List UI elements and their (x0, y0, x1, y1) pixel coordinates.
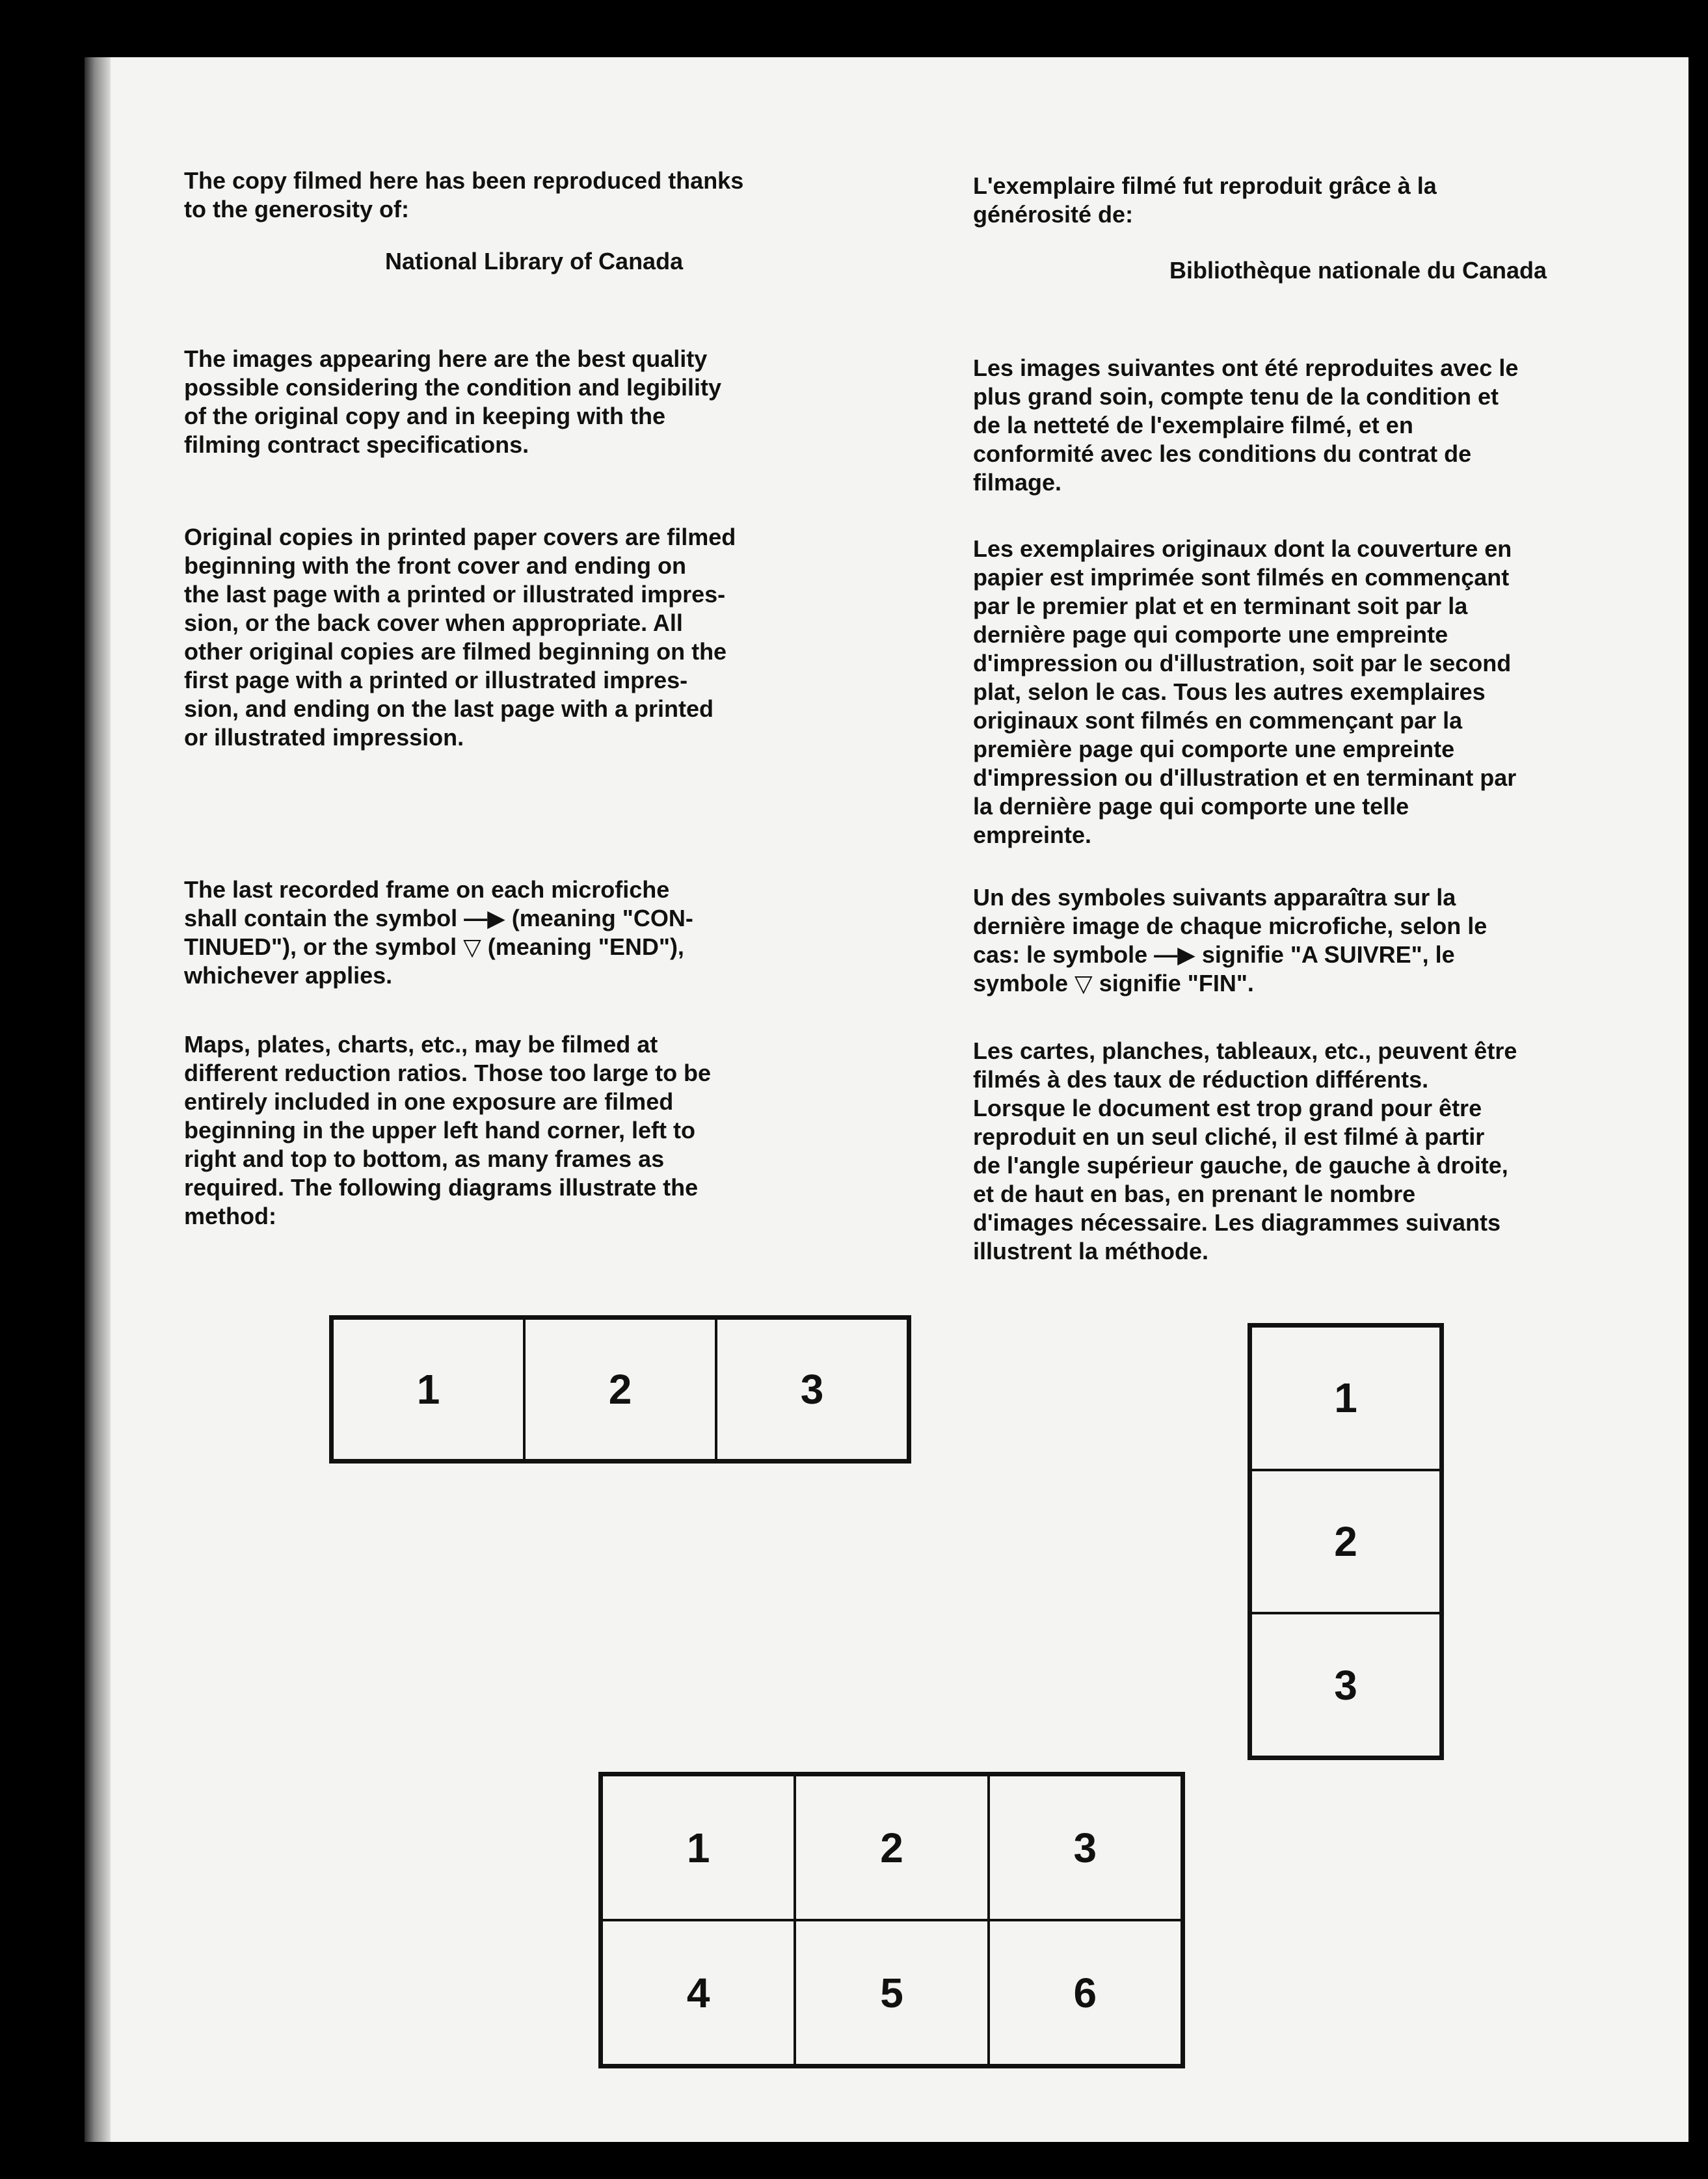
french-library-name: Bibliothèque nationale du Canada (1169, 257, 1547, 284)
document-page (85, 57, 1688, 2142)
french-symbols-note: Un des symboles suivants apparaîtra sur la dernière image de chaque microfiche, selon le cas: le symbole —▶ signifie "A SUIVRE", le symbole ▽ signifie "FIN". (973, 884, 1488, 996)
english-maps-note: Maps, plates, charts, etc., may be filmed at different reduction ratios. Those too large to be entirely included in one exposure are filmed beginning in the upper left hand corner, left to right and top to bottom, as many frames as required. The following diagrams illustrate the method: (184, 1031, 712, 1229)
english-intro: The copy filmed here has been reproduced thanks to the generosity of: (184, 167, 744, 222)
diagram-cell: 3 (989, 1775, 1182, 1920)
english-quality-note: The images appearing here are the best quality possible considering the condition and legibility of the original copy and in keeping with the filming contract specifications. (184, 345, 722, 458)
diagram-vertical (1248, 1323, 1444, 1760)
french-maps-note: Les cartes, planches, tableaux, etc., peuvent être filmés à des taux de réduction différents. Lorsque le document est trop grand pour être reproduit en un seul cliché, il est filmé à partir de l'angle supérieur gauche, de gauche à droite, et de haut en bas, en prenant le nombre d'images nécessaire. Les diagrammes suivants illustrent la méthode. (973, 1037, 1517, 1264)
french-intro: L'exemplaire filmé fut reproduit grâce à la générosité de: (973, 172, 1437, 228)
diagram-cell: 6 (989, 1920, 1182, 2065)
english-originals-note: Original copies in printed paper covers are filmed beginning with the front cover and ending on the last page with a printed or illustrated impres- sion, or the back cover when appropriate. All other original copies are filmed beginning on the first page with a printed or illustrated impres- sion, and ending on the last page with a printed or illustrated impression. (184, 524, 736, 751)
diagram-cell: 1 (602, 1775, 795, 1920)
diagram-grid (598, 1772, 1185, 2068)
diagram-cell: 2 (1251, 1470, 1441, 1614)
diagram-cell: 2 (524, 1318, 716, 1460)
french-originals-note: Les exemplaires originaux dont la couverture en papier est imprimée sont filmés en commençant par le premier plat et en terminant soit par la dernière page qui comporte une empreinte d'impression ou d'illustration, soit par le second plat, selon le cas. Tous les autres exemplaires originaux sont filmés en commençant par la première page qui comporte une empreinte d'impression ou d'illustration et en terminant par la dernière page qui comporte une telle empreinte. (973, 535, 1517, 848)
diagram-cell: 4 (602, 1920, 795, 2065)
diagram-cell: 1 (332, 1318, 524, 1460)
page-spine (85, 57, 111, 2142)
diagram-horizontal (329, 1315, 911, 1464)
english-library-name: National Library of Canada (385, 248, 684, 274)
english-symbols-note: The last recorded frame on each microfiche shall contain the symbol —▶ (meaning "CON- TINUED"), or the symbol ▽ (meaning "END"), whichever applies. (184, 876, 693, 989)
diagram-cell: 3 (1251, 1613, 1441, 1757)
diagram-cell: 1 (1251, 1326, 1441, 1470)
french-quality-note: Les images suivantes ont été reproduites avec le plus grand soin, compte tenu de la condition et de la netteté de l'exemplaire filmé, et en conformité avec les conditions du contrat de filmage. (973, 354, 1519, 496)
diagram-cell: 5 (795, 1920, 988, 2065)
diagram-cell: 3 (716, 1318, 908, 1460)
diagram-cell: 2 (795, 1775, 988, 1920)
